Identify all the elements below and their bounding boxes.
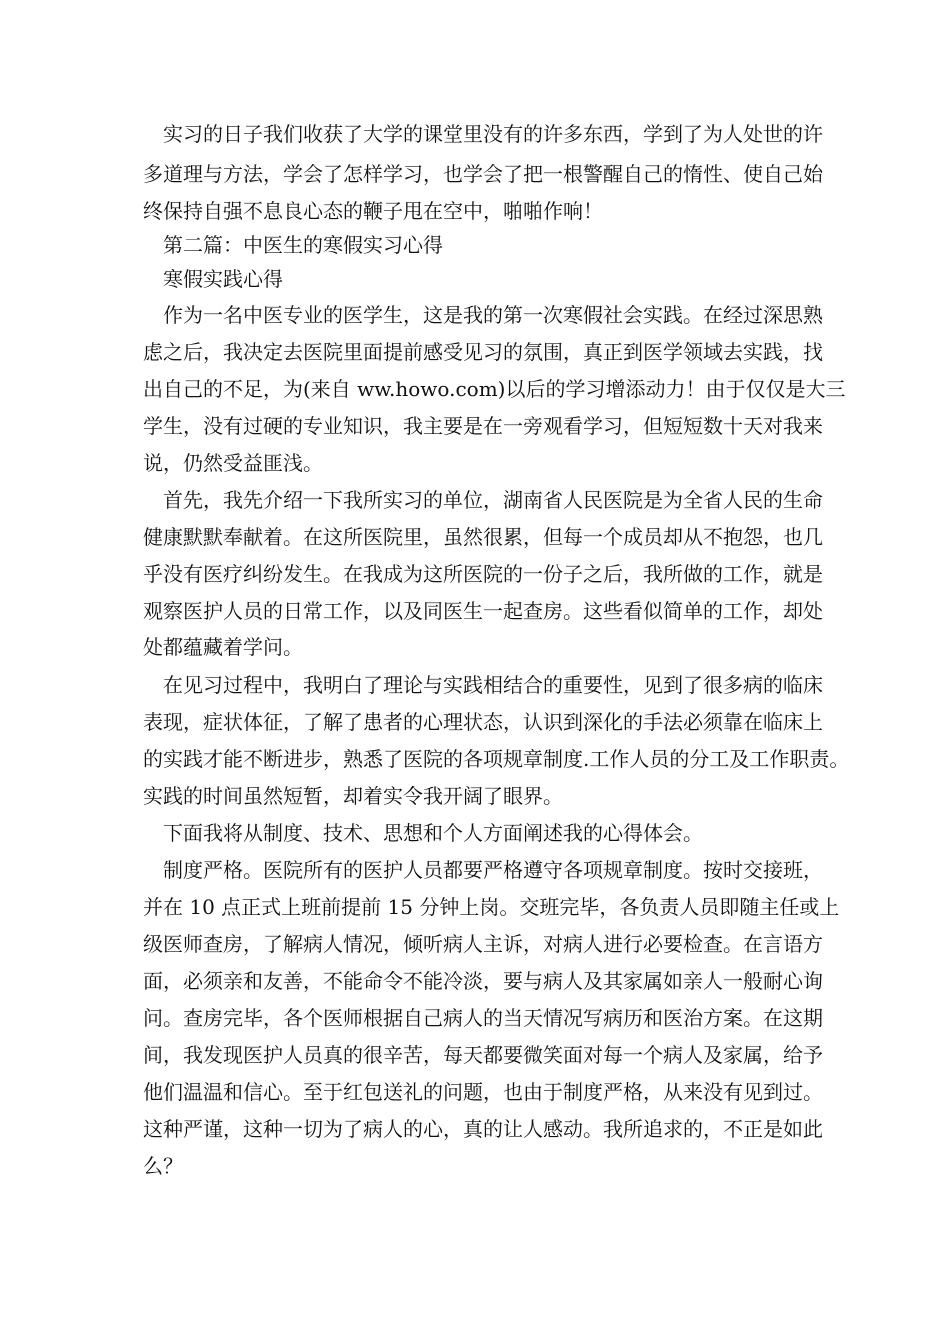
text-line: 虑之后，我决定去医院里面提前感受见习的氛围，真正到医学领域去实践，找 (143, 340, 823, 364)
section-heading: 第二篇：中医生的寒假实习心得 (143, 233, 443, 257)
text-line: 级医师查房，了解病人情况，倾听病人主诉，对病人进行必要检查。在言语方 (143, 932, 823, 956)
sub-heading: 寒假实践心得 (143, 267, 283, 291)
text-line: 面，必须亲和友善，不能命令不能冷淡，要与病人及其家属如亲人一般耐心询 (143, 969, 823, 993)
text-line: 么？ (143, 1154, 183, 1178)
text-line: 学生，没有过硬的专业知识，我主要是在一旁观看学习，但短短数十天对我来 (143, 414, 823, 438)
text-line: 首先，我先介绍一下我所实习的单位，湖南省人民医院是为全省人民的生命 (143, 488, 823, 512)
text-line: 实习的日子我们收获了大学的课堂里没有的许多东西，学到了为人处世的许 (143, 122, 823, 146)
text-line: 出自己的不足，为(来自 ww.howo.com)以后的学习增添动力！由于仅仅是大三 (143, 377, 846, 401)
text-line: 制度严格。医院所有的医护人员都要严格遵守各项规章制度。按时交接班， (143, 858, 823, 882)
text-line: 终保持自强不息良心态的鞭子甩在空中，啪啪作响！ (143, 199, 603, 223)
text-line: 并在 10 点正式上班前提前 15 分钟上岗。交班完毕，各负责人员即随主任或上 (143, 895, 840, 919)
text-line: 实践的时间虽然短暂，却着实令我开阔了眼界。 (143, 784, 563, 808)
text-line: 说，仍然受益匪浅。 (143, 451, 323, 475)
text-line: 的实践才能不断进步，熟悉了医院的各项规章制度.工作人员的分工及工作职责。 (143, 747, 850, 771)
text-line: 问。查房完毕，各个医师根据自己病人的当天情况写病历和医治方案。在这期 (143, 1006, 823, 1030)
text-line: 作为一名中医专业的医学生，这是我的第一次寒假社会实践。在经过深思熟 (143, 303, 823, 327)
text-line: 多道理与方法，学会了怎样学习，也学会了把一根警醒自己的惰性、使自己始 (143, 162, 823, 186)
text-line: 在见习过程中，我明白了理论与实践相结合的重要性，见到了很多病的临床 (143, 673, 823, 697)
text-line: 他们温温和信心。至于红包送礼的问题，也由于制度严格，从来没有见到过。 (143, 1080, 823, 1104)
text-line: 乎没有医疗纠纷发生。在我成为这所医院的一份子之后，我所做的工作，就是 (143, 562, 823, 586)
text-line: 下面我将从制度、技术、思想和个人方面阐述我的心得体会。 (143, 821, 703, 845)
text-line: 观察医护人员的日常工作，以及同医生一起查房。这些看似简单的工作，却处 (143, 599, 823, 623)
text-line: 间，我发现医护人员真的很辛苦，每天都要微笑面对每一个病人及家属，给予 (143, 1043, 823, 1067)
text-line: 这种严谨，这种一切为了病人的心，真的让人感动。我所追求的，不正是如此 (143, 1117, 823, 1141)
text-line: 表现，症状体征，了解了患者的心理状态，认识到深化的手法必须靠在临床上 (143, 710, 823, 734)
text-line: 处都蕴藏着学问。 (143, 635, 303, 659)
text-line: 健康默默奉献着。在这所医院里，虽然很累，但每一个成员却从不抱怨，也几 (143, 525, 823, 549)
